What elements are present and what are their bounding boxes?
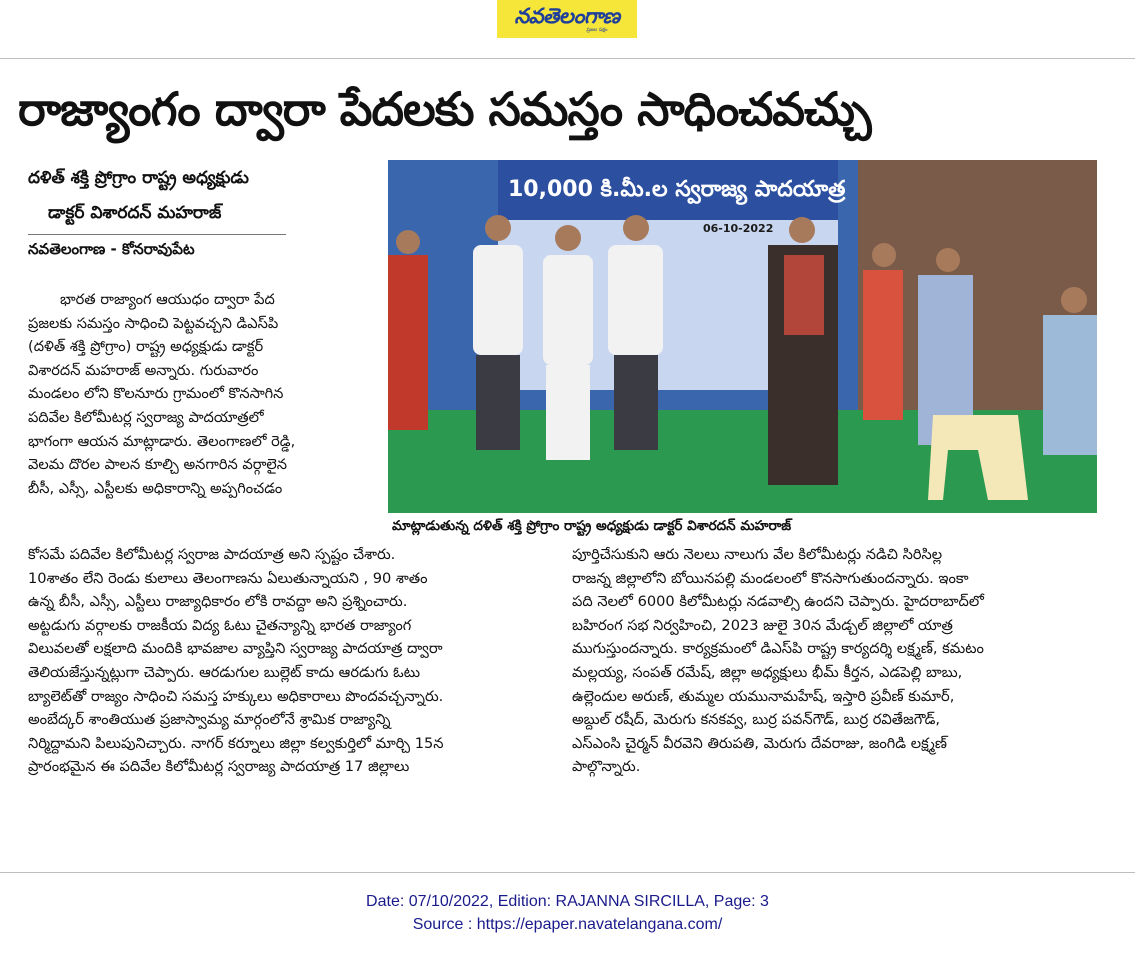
paragraph-line: విలువలతో లక్షలాది మందికి భావజాల వ్యాప్తిని స్వరాజ్య పాదయాత్ర ద్వారా xyxy=(28,640,443,658)
paragraph-line: ముగుస్తుందన్నారు. కార్యక్రమంలో డిఎస్‌పి రాష్ట్ర కార్యదర్శి లక్ష్మణ్, కమటం xyxy=(572,640,984,658)
paragraph-line: ఉల్లెందుల అరుణ్, తుమ్మల యమునామహేష్, ఇస్తారి ప్రవీణ్ కుమార్, xyxy=(572,687,955,705)
paragraph-line: నిర్మిద్దామని పిలుపునిచ్చారు. నాగర్ కర్నూలు జిల్లా కల్వకుర్తిలో మార్చి 15న xyxy=(28,734,444,752)
paragraph-line: భారత రాజ్యాంగ ఆయుధం ద్వారా పేద xyxy=(60,291,275,308)
subhead-line-1: దళిత్ శక్తి ప్రోగ్రాం రాష్ట్ర అధ్యక్షుడు xyxy=(28,168,249,188)
paragraph-line: (దళిత్ శక్తి ప్రోగ్రాం) రాష్ట్ర అధ్యక్షుడు డాక్టర్ xyxy=(28,338,264,356)
subhead-line-2: డాక్టర్ విశారదన్ మహరాజ్ xyxy=(48,203,222,223)
column-2 xyxy=(572,543,1092,779)
paragraph-line: ప్రారంభమైన ఈ పదివేల కిలోమీటర్ల స్వరాజ్య పాదయాత్ర 17 జిల్లాలు xyxy=(28,758,410,776)
banner-date: 06-10-2022 xyxy=(703,222,774,235)
paragraph-line: రాజన్న జిల్లాలోని బోయినపల్లి మండలంలో కొనసాగుతుందన్నారు. ఇంకా xyxy=(572,569,969,587)
dateline: నవతెలంగాణ - కోనరావుపేట xyxy=(28,240,195,258)
paragraph-line: వెలమ దొరల పాలన కూల్చి అనగారిన వర్గాలైన xyxy=(28,456,288,474)
column-1-bottom xyxy=(28,543,546,779)
paragraph-line: కోసమే పదివేల కిలోమీటర్ల స్వరాజ పాదయాత్ర అని స్పష్టం చేశారు. xyxy=(28,546,396,563)
paragraph-line: మల్లయ్య, సంపత్ రమేష్, జిల్లా అధ్యక్షులు భీమ్ కీర్తన, ఎడపెల్లి బాబు, xyxy=(572,663,963,681)
top-divider xyxy=(0,58,1135,59)
logo-tagline: ప్రజల పక్షం xyxy=(586,27,608,33)
paragraph-line: పదివేల కిలోమీటర్ల స్వరాజ్య పాదయాత్రలో xyxy=(28,408,264,426)
paragraph-line: ఎస్‌ఎంసి చైర్మన్ వీరవెని తిరుపతి, మెరుగు దేవరాజు, జంగిడి లక్ష్మణ్ xyxy=(572,734,947,752)
photo-illustration xyxy=(388,160,1097,513)
footer-edition-info: Date: 07/10/2022, Edition: RAJANNA SIRCILLA, Page: 3 xyxy=(366,893,769,910)
paragraph-line: విశారదన్ మహరాజ్ అన్నారు. గురువారం xyxy=(28,361,259,379)
column-1-top xyxy=(28,288,380,500)
paragraph-line: పూర్తిచేసుకుని ఆరు నెలలు నాలుగు వేల కిలోమీటర్లు నడిచి సిరిసిల్ల xyxy=(572,546,943,563)
paragraph-line: బీసీ, ఎస్సీ, ఎస్టీలకు అధికారాన్ని అప్పగించడం xyxy=(28,479,283,497)
paragraph-line: పాల్గొన్నారు. xyxy=(572,758,641,776)
paragraph-line: బ్యాలెట్‌తో రాజ్యం సాధించి సమస్త హక్కులు అధికారాలు పొందవచ్చన్నారు. xyxy=(28,687,444,705)
paragraph-line: పది నెలలో 6000 కిలోమీటర్లు నడవాల్సి ఉందని చెప్పారు. హైదరాబాద్‌లో xyxy=(572,593,984,611)
paragraph-line: బహిరంగ సభ నిర్వహించి, 2023 జులై 30న మేడ్చల్ జిల్లాలో యాత్ర xyxy=(572,616,953,634)
paragraph-line: తెలియజేస్తున్నట్లుగా చెప్పారు. ఆరడుగుల బుల్లెట్ కాదు ఆరడుగు ఓటు xyxy=(28,663,421,681)
masthead-logo xyxy=(497,0,637,38)
paragraph-line: అంబేద్కర్ శాంతియుత ప్రజాస్వామ్య మార్గంలోనే శ్రామిక రాజ్యాన్ని xyxy=(28,711,391,729)
paragraph-line: ప్రజలకు సమస్తం సాధించి పెట్టవచ్చని డిఎస్‌పి xyxy=(28,314,279,332)
paragraph-line: మండలం లోని కొలనూరు గ్రామంలో కొనసాగిన xyxy=(28,385,284,403)
subhead-divider xyxy=(28,234,286,235)
paragraph-line: ఉన్న బీసీ, ఎస్సీ, ఎస్టీలు రాజ్యాధికారం లోకి రావద్దా అని ప్రశ్నించారు. xyxy=(28,593,408,611)
footer-source-link[interactable]: Source : https://epaper.navatelangana.com/ xyxy=(412,916,723,933)
banner-text: 10,000 కి.మీ.ల స్వరాజ్య పాదయాత్ర xyxy=(508,177,846,202)
logo-text: నవతెలంగాణ xyxy=(514,4,620,28)
paragraph-line: అట్టడుగు వర్గాలకు రాజకీయ విద్య ఓటు చైతన్యాన్ని భారత రాజ్యాంగ xyxy=(28,616,412,634)
paragraph-line: అబ్దుల్ రషీద్, మెరుగు కనకవ్వ, బుర్ర పవన్‌గౌడ్, బుర్ర రవితేజగౌడ్, xyxy=(572,711,941,729)
photo-caption: మాట్లాడుతున్న దళిత్ శక్తి ప్రోగ్రాం రాష్ట్ర అధ్యక్షుడు డాక్టర్ విశారదన్ మహరాజ్ xyxy=(388,513,1097,540)
paragraph-line: 10శాతం లేని రెండు కులాలు తెలంగాణను ఏలుతున్నాయని , 90 శాతం xyxy=(28,569,428,587)
article-photo xyxy=(388,160,1097,513)
article-headline: రాజ్యాంగం ద్వారా పేదలకు సమస్తం సాధించవచ్చు xyxy=(18,82,871,136)
bottom-divider xyxy=(0,872,1135,873)
paragraph-line: భాగంగా ఆయన మాట్లాడారు. తెలంగాణలో రెడ్డి, xyxy=(28,432,296,450)
